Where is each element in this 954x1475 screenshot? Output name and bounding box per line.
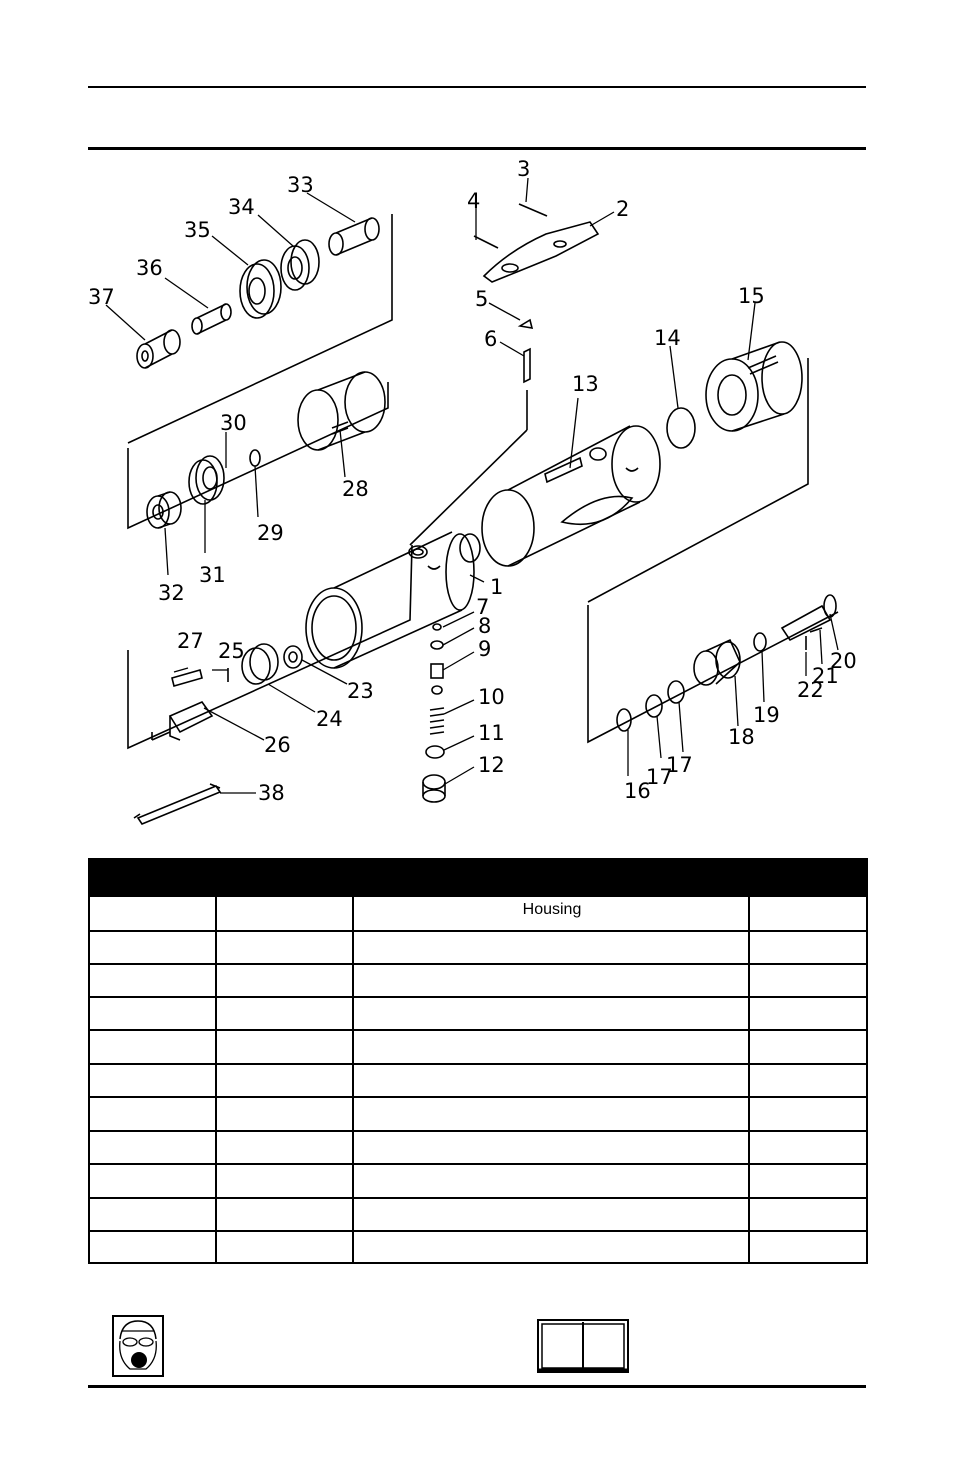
- callout-label: 11: [478, 721, 505, 745]
- callout-label: 30: [220, 411, 247, 435]
- part-32-bearing: [147, 492, 181, 528]
- table-row: [90, 1096, 866, 1129]
- callout-label: 8: [478, 614, 492, 638]
- callout-label: 14: [654, 326, 681, 350]
- callout-label: 16: [624, 779, 651, 803]
- part-24-plate: [242, 644, 278, 684]
- part-10-spring: [430, 708, 444, 734]
- callout-label: 5: [475, 287, 489, 311]
- part-2-lever: [484, 222, 598, 282]
- part-38-wrench: [134, 784, 220, 824]
- part-17-oring-a: [646, 695, 662, 717]
- table-row: [90, 963, 866, 996]
- callout-label: 37: [88, 285, 115, 309]
- table-row: [90, 1163, 866, 1196]
- top-rule: [88, 86, 866, 88]
- callout-label: 25: [218, 639, 245, 663]
- part-34-ring: [281, 240, 319, 290]
- part-23-bearing: [284, 646, 302, 668]
- part-3-pin: [519, 204, 547, 216]
- callout-label: 9: [478, 637, 492, 661]
- part-18-valve-body: [694, 640, 740, 685]
- part-35-nut: [240, 260, 281, 318]
- eye-and-ear-protection-icon: [112, 1315, 164, 1377]
- table-row: [90, 1029, 866, 1062]
- table-row: [90, 897, 866, 930]
- callout-label: 19: [753, 703, 780, 727]
- part-29-washer: [250, 450, 260, 466]
- callout-label: 6: [484, 327, 498, 351]
- callout-label: 36: [136, 256, 163, 280]
- table-row: [90, 996, 866, 1029]
- callout-label: 33: [287, 173, 314, 197]
- part-19-washer: [754, 633, 766, 651]
- callout-label: 28: [342, 477, 369, 501]
- part-33-spindle: [329, 218, 379, 255]
- callout-label: 27: [177, 629, 204, 653]
- callout-label: 3: [517, 157, 531, 181]
- callout-label: 34: [228, 195, 255, 219]
- part-36-collet: [192, 304, 231, 334]
- callout-label: 29: [257, 521, 284, 545]
- callout-label: 7: [476, 595, 490, 619]
- group-box-inlet: [588, 358, 808, 602]
- callout-label: 21: [812, 664, 839, 688]
- part-12-plug: [423, 775, 445, 802]
- part-9-valve: [431, 664, 443, 678]
- part-6-valve-stem: [524, 349, 530, 382]
- part-1-housing: [306, 532, 480, 668]
- table-row: [90, 1130, 866, 1163]
- part-4-pin: [474, 236, 498, 248]
- callout-label: 15: [738, 284, 765, 308]
- part-27-vane: [172, 670, 202, 686]
- callout-label: 31: [199, 563, 226, 587]
- part-15-endcap: [706, 342, 802, 431]
- callout-label: 12: [478, 753, 505, 777]
- callout-label: 4: [467, 189, 481, 213]
- callout-label: 20: [830, 649, 857, 673]
- read-manual-book-icon: [536, 1318, 630, 1374]
- callout-label: 38: [258, 781, 285, 805]
- callout-label: 2: [616, 197, 630, 221]
- callout-label: 1: [490, 575, 504, 599]
- part-26-rotor: [152, 702, 212, 740]
- cell-description: Housing: [522, 901, 582, 918]
- callout-label: 24: [316, 707, 343, 731]
- table-row: [90, 1063, 866, 1096]
- callout-label: 13: [572, 372, 599, 396]
- part-17-oring-b: [668, 681, 684, 703]
- footer-rule: [88, 1385, 866, 1388]
- part-8-seal: [431, 641, 443, 649]
- part-7-ball: [433, 624, 441, 630]
- part-5-clip: [520, 320, 532, 328]
- callout-label: 18: [728, 725, 755, 749]
- group-box-fitting: [588, 605, 838, 742]
- callout-label: 35: [184, 218, 211, 242]
- part-11-washer: [426, 746, 444, 758]
- callout-label: 32: [158, 581, 185, 605]
- table-row: [90, 1230, 866, 1263]
- callout-label: 23: [347, 679, 374, 703]
- table-header-bar: [90, 860, 866, 897]
- table-row: [90, 930, 866, 963]
- table-row: [90, 1197, 866, 1230]
- callout-label: 17: [646, 765, 673, 789]
- part-37-cap: [137, 330, 180, 368]
- part-14-oring: [667, 408, 695, 448]
- exploded-parts-diagram: [0, 150, 954, 850]
- callout-label: 10: [478, 685, 505, 709]
- callout-label: 26: [264, 733, 291, 757]
- part-20-inlet: [782, 595, 836, 640]
- parts-list-table: [88, 858, 868, 1264]
- callout-label: 17: [666, 753, 693, 777]
- callout-label: 22: [797, 678, 824, 702]
